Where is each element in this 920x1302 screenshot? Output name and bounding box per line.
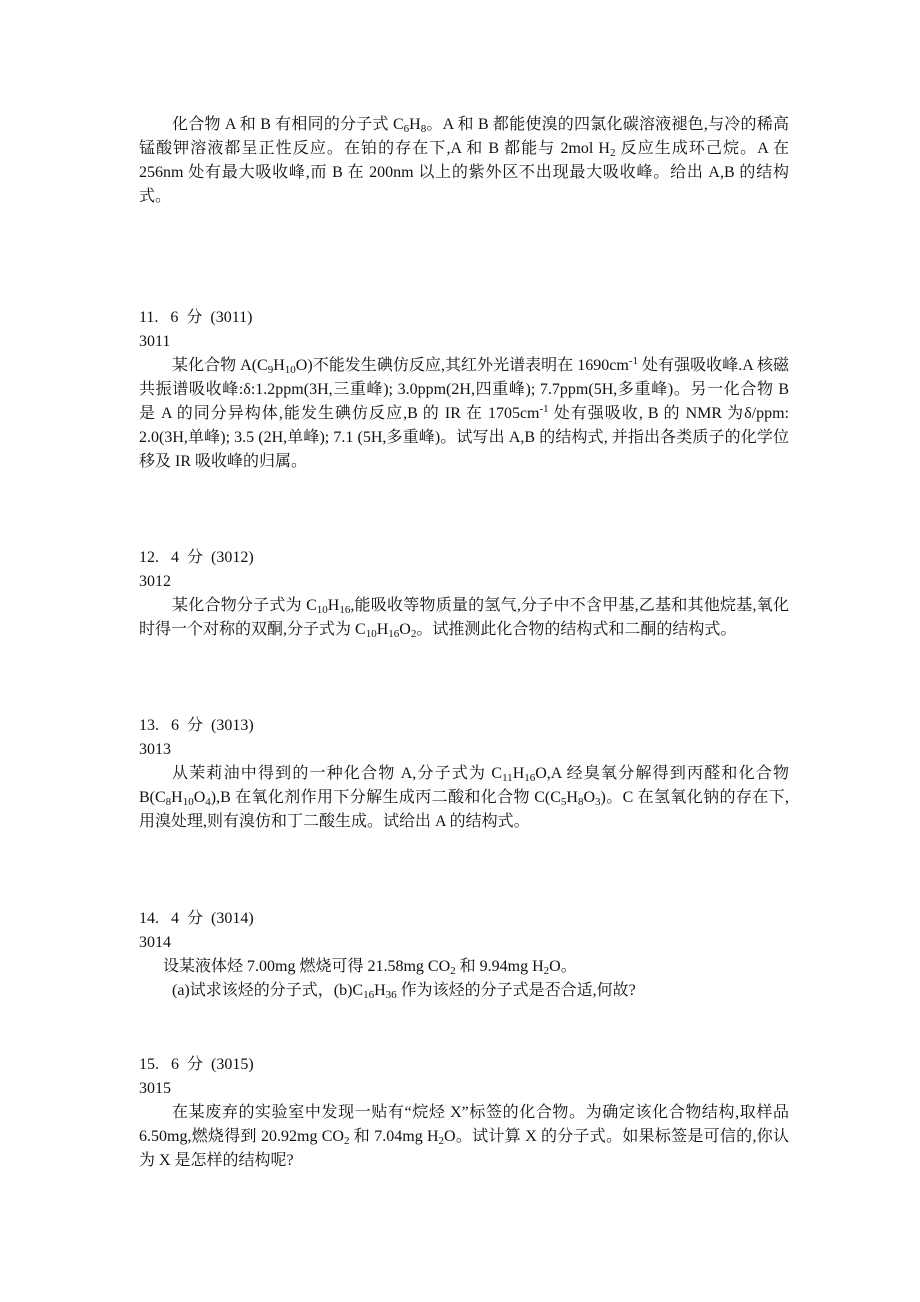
question-15-code: 3015: [139, 1080, 171, 1097]
question-14-line-2: (a)试求该烃的分子式，$(b)C_{16}H_{36}$ 作为该烃的分子式是否合适,何故?: [172, 982, 636, 1001]
question-12-header: 12. 4 分 (3012): [139, 549, 254, 566]
question-13-code: 3013: [139, 741, 171, 758]
question-14-line-1: 设某液体烃 7.00mg 燃烧可得 21.58mg $CO_2$ 和 9.94mg $H_2O$。: [163, 958, 577, 977]
question-11-header: 11. 6 分 (3011): [139, 309, 253, 326]
question-15: [139, 1053, 789, 1173]
question-10-text: 化合物 A 和 B 有相同的分子式 $C_6H_8$。A 和 B 都能使溴的四氯化碳溶液褪色,与冷的稀高锰酸钾溶液都呈正性反应。在铂的存在下,A 和 B 都能与 2mol $H_2$ 反应生成环己烷。A 在 256nm 处有最大吸收峰,而 B 在 200nm 以上的紫外区不出现最大吸收峰。给出 A,B 的结构式。: [139, 116, 789, 205]
question-14-code: 3014: [139, 934, 171, 951]
question-13: [139, 714, 789, 834]
question-11-code: 3011: [139, 333, 171, 350]
question-15-header: 15. 6 分 (3015): [139, 1056, 254, 1073]
question-15-text: 在某废弃的实验室中发现一贴有“烷烃 X”标签的化合物。为确定该化合物结构,取样品 6.50mg,燃烧得到 20.92mg $CO_2$ 和 7.04mg $H_2O$。试计算 X 的分子式。如果标签是可信的,你认为 X 是怎样的结构呢?: [139, 1104, 789, 1169]
question-11: [139, 306, 789, 474]
question-14: [139, 907, 789, 1003]
question-13-header: 13. 6 分 (3013): [139, 717, 254, 734]
question-12-code: 3012: [139, 573, 171, 590]
question-13-text: 从茉莉油中得到的一种化合物 A,分子式为 $C_{11}H_{16}O,A$ 经臭氧分解得到丙醛和化合物 $B(C_8H_{10}O_4),B$ 在氧化剂作用下分解生成丙二酸和化合物 $C(C_5H_8O_3)$。C 在氢氧化钠的存在下,用溴处理,则有溴仿和丁二酸生成。试给出 A 的结构式。: [139, 765, 789, 830]
question-12: [139, 546, 789, 642]
question-10: [139, 113, 789, 209]
question-11-text: 某化合物 $A(C_9H_{10}O)$不能发生碘仿反应,其红外光谱表明在 $1690cm^{-1}$ 处有强吸收峰.A 核磁共振谱吸收峰:δ:1.2ppm(3H,三重峰); 3.0ppm(2H,四重峰); 7.7ppm(5H,多重峰)。另一化合物 B 是 A 的同分异构体,能发生碘仿反应,B 的 IR 在 $1705cm^{-1}$ 处有强吸收, B 的 NMR 为δ/ppm: 2.0(3H,单峰); 3.5 (2H,单峰); 7.1 (5H,多重峰)。试写出 A,B 的结构式, 并指出各类质子的化学位移及 IR 吸收峰的归属。: [139, 355, 789, 470]
question-12-text: 某化合物分子式为 $C_{10}H_{16}$,能吸收等物质量的氢气,分子中不含甲基,乙基和其他烷基,氧化时得一个对称的双酮,分子式为 $C_{10}H_{16}O_2$。试推测此化合物的结构式和二酮的结构式。: [139, 597, 789, 640]
question-14-header: 14. 4 分 (3014): [139, 910, 254, 927]
